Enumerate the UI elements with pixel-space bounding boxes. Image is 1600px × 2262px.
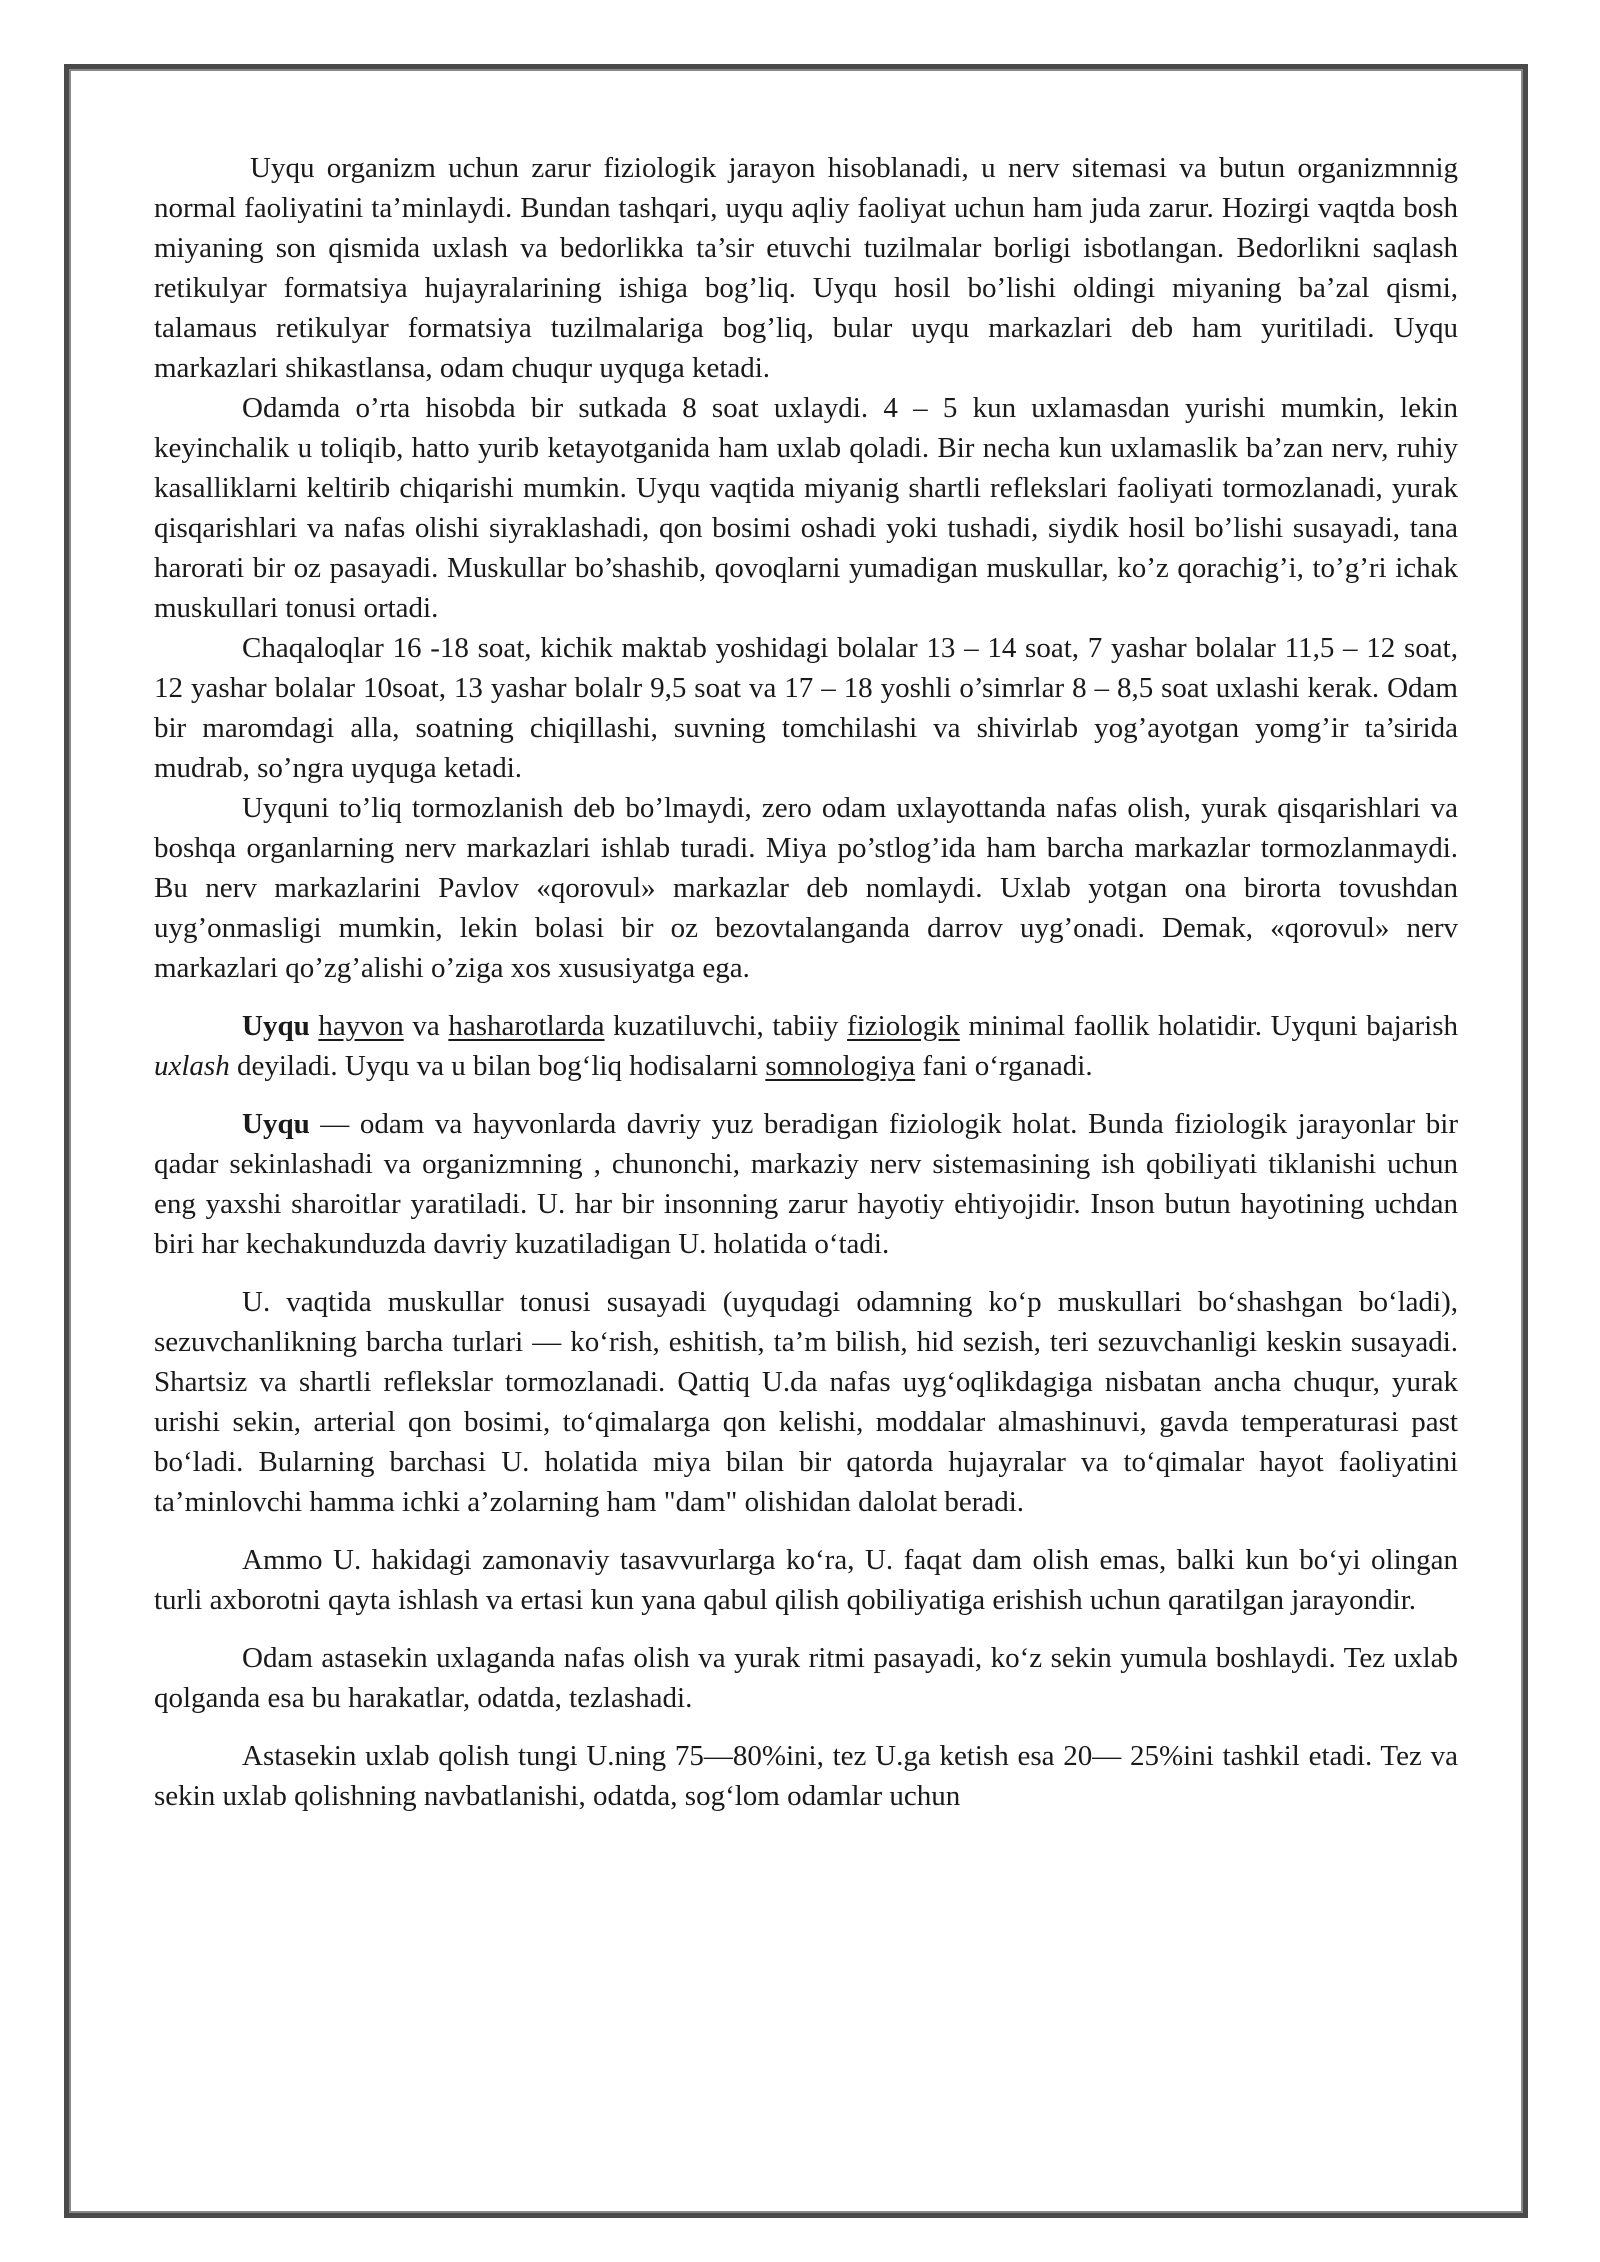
paragraph-6	[154, 1104, 1458, 1264]
paragraph-5-text-1: va	[412, 1010, 440, 1042]
link-hayvon[interactable]: hayvon	[318, 1010, 404, 1042]
link-fiziologik[interactable]: fiziologik	[847, 1010, 960, 1042]
paragraph-5-text-4: deyiladi. Uyqu va u bilan bog‘liq hodisalarni	[236, 1050, 759, 1082]
paragraph-2: Odamda o’rta hisobda bir sutkada 8 soat uxlaydi. 4 – 5 kun uxlamasdan yurishi mumkin, lekin keyinchalik u toliqib, hatto yurib ketayotganida ham uxlab qoladi. Bir necha kun uxlamaslik ba’zan nerv, ruhiy kasalliklarni keltirib chiqarishi mumkin. Uyqu vaqtida miyanig shartli reflekslari faoliyati tormozlanadi, yurak qisqarishlari va nafas olishi siyraklashadi, qon bosimi oshadi yoki tushadi, siydik hosil bo’lishi susayadi, tana harorati bir oz pasayadi. Muskullar bo’shashib, qovoqlarni yumadigan muskullar, ko’z qorachig’i, to’g’ri ichak muskullari tonusi ortadi.	[154, 392, 1458, 624]
paragraph-8: Ammo U. hakidagi zamonaviy tasavvurlarga ko‘ra, U. faqat dam olish emas, balki kun bo‘yi olingan turli axborotni qayta ishlash va ertasi kun yana qabul qilish qobiliyatiga erishish uchun qaratilgan jarayondir.	[154, 1544, 1458, 1616]
paragraph-5-text-2: kuzatiluvchi, tabiiy	[613, 1010, 839, 1042]
paragraph-7: U. vaqtida muskullar tonusi susayadi (uyqudagi odamning ko‘p muskullari bo‘shashgan bo‘ladi), sezuvchanlikning barcha turlari — ko‘rish, eshitish, ta’m bilish, hid sezish, teri sezuvchanligi keskin susayadi. Shartsiz va shartli reflekslar tormozlanadi. Qattiq U.da nafas uyg‘oqlikdagiga nisbatan ancha chuqur, yurak urishi sekin, arterial qon bosimi, to‘qimalarga qon kelishi, moddalar almashinuvi, gavda temperaturasi past bo‘ladi. Bularning barchasi U. holatida miya bilan bir qatorda hujayralar va to‘qimalar hayot faoliyatini ta’minlovchi hamma ichki a’zolarning ham "dam" olishidan dalolat beradi.	[154, 1286, 1458, 1518]
paragraph-6-text: — odam va hayvonlarda davriy yuz beradigan fiziologik holat. Bunda fiziologik jarayonlar bir qadar sekinlashadi va organizmning , chunonchi, markaziy nerv sistemasining ish qobiliyati tiklanishi uchun eng yaxshi sharoitlar yaratiladi. U. har bir insonning zarur hayotiy ehtiyojidir. Inson butun hayotining uchdan biri har kechakunduzda davriy kuzatiladigan U. holatida o‘tadi.	[154, 1108, 1459, 1260]
italic-uxlash: uxlash	[154, 1050, 230, 1082]
paragraph-5-text-3: minimal faollik holatidir. Uyquni bajarish	[968, 1010, 1458, 1042]
paragraph-3: Chaqaloqlar 16 -18 soat, kichik maktab yoshidagi bolalar 13 – 14 soat, 7 yashar bolalar 11,5 – 12 soat, 12 yashar bolalar 10soat, 13 yashar bolalr 9,5 soat va 17 – 18 yoshli o’simrlar 8 – 8,5 soat uxlashi kerak. Odam bir maromdagi alla, soatning chiqillashi, suvning tomchilashi va shivirlab yog’ayotgan yomg’ir ta’sirida mudrab, so’ngra uyquga ketadi.	[154, 632, 1458, 784]
term-uyqu-definition: Uyqu	[242, 1108, 310, 1140]
paragraph-4: Uyquni to’liq tormozlanish deb bo’lmaydi, zero odam uxlayottanda nafas olish, yurak qisqarishlari va boshqa organlarning nerv markazlari ishlab turadi. Miya po’stlog’ida ham barcha markazlar tormozlanmaydi. Bu nerv markazlarini Pavlov «qorovul» markazlar deb nomlaydi. Uxlab yotgan ona birorta tovushdan uyg’onmasligi mumkin, lekin bolasi bir oz bezovtalanganda darrov uyg’onadi. Demak, «qorovul» nerv markazlari qo’zg’alishi o’ziga xos xususiyatga ega.	[154, 792, 1458, 984]
term-uyqu: Uyqu	[242, 1010, 310, 1042]
link-hasharotlarda[interactable]: hasharotlarda	[448, 1010, 605, 1042]
document-body	[154, 148, 1458, 1816]
link-somnologiya[interactable]: somnologiya	[765, 1050, 916, 1082]
paragraph-9: Odam astasekin uxlaganda nafas olish va yurak ritmi pasayadi, ko‘z sekin yumula boshlaydi. Tez uxlab qolganda esa bu harakatlar, odatda, tezlashadi.	[154, 1642, 1458, 1714]
paragraph-10: Astasekin uxlab qolish tungi U.ning 75—80%ini, tez U.ga ketish esa 20— 25%ini tashkil etadi. Tez va sekin uxlab qolishning navbatlanishi, odatda, sog‘lom odamlar uchun	[154, 1740, 1458, 1812]
paragraph-5-text-5: fani o‘rganadi.	[922, 1050, 1093, 1082]
paragraph-1: Uyqu organizm uchun zarur fiziologik jarayon hisoblanadi, u nerv sitemasi va butun organizmnnig normal faoliyatini ta’minlaydi. Bundan tashqari, uyqu aqliy faoliyat uchun ham juda zarur. Hozirgi vaqtda bosh miyaning son qismida uxlash va bedorlikka ta’sir etuvchi tuzilmalar borligi isbotlangan. Bedorlikni saqlash retikulyar formatsiya hujayralarining ishiga bog’liq. Uyqu hosil bo’lishi oldingi miyaning ba’zal qismi, talamaus retikulyar formatsiya tuzilmalariga bog’liq, bular uyqu markazlari deb ham yuritiladi. Uyqu markazlari shikastlansa, odam chuqur uyquga ketadi.	[154, 152, 1458, 384]
paragraph-5	[154, 1006, 1458, 1086]
